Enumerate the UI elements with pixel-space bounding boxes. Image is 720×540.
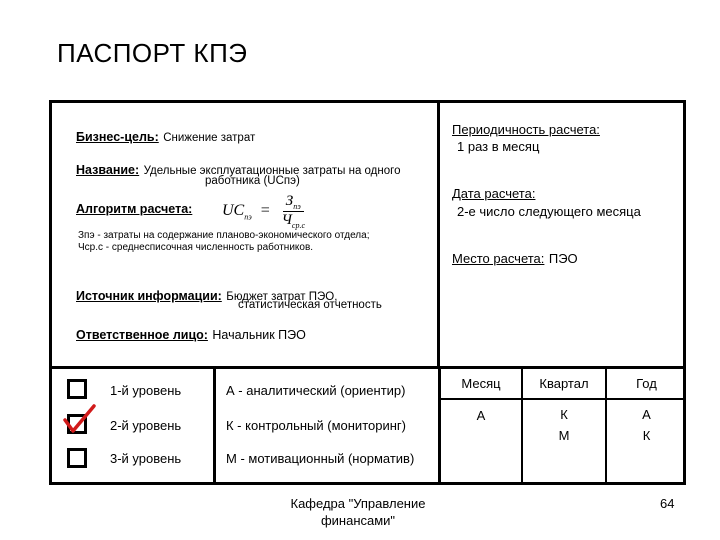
algorithm-note-line1: Зпэ - затраты на содержание планово-экономического отдела; xyxy=(78,230,370,241)
business-goal xyxy=(76,128,255,146)
period-year-value-2: К xyxy=(642,428,651,443)
period-header-quarter: Квартал xyxy=(539,376,589,391)
period-year-value-1: А xyxy=(642,407,651,422)
level-3-label: 3-й уровень xyxy=(110,451,182,466)
formula-num: З xyxy=(285,193,294,209)
level-type-motivation: М - мотивационный (норматив) xyxy=(226,451,415,466)
kpi-name-value-line1: Удельные эксплуатационные затраты на одного xyxy=(143,165,401,177)
check-mark-icon xyxy=(60,400,100,440)
period-month-value: А xyxy=(476,408,486,423)
calc-place xyxy=(452,250,578,268)
info-source-value-line1: Бюджет затрат ПЭО, xyxy=(226,291,338,303)
formula-fraction xyxy=(279,193,308,230)
algorithm-note-line2: Чср.с - среднесписочная численность работников. xyxy=(78,242,314,253)
calc-date-value: 2-е число следующего месяца xyxy=(457,204,641,219)
kpi-name-value-line2: работника (UCпэ) xyxy=(205,175,300,187)
formula-num-sub: пэ xyxy=(293,202,301,211)
footer-line1: Кафедра "Управление xyxy=(290,496,426,511)
calc-place-value: ПЭО xyxy=(548,251,578,266)
page-title: ПАСПОРТ КПЭ xyxy=(57,38,248,68)
formula-lhs: UC xyxy=(222,202,245,220)
business-goal-value: Снижение затрат xyxy=(163,132,256,144)
divider-vertical-top xyxy=(437,100,440,368)
formula-lhs-sub: пэ xyxy=(244,212,252,222)
kpi-name-label: Название: xyxy=(76,163,140,177)
period-header-year: Год xyxy=(636,376,657,391)
level-1-label: 1-й уровень xyxy=(110,383,182,398)
divider-vertical-levels xyxy=(213,366,216,485)
period-header-month: Месяц xyxy=(461,376,501,391)
level-2-label: 2-й уровень xyxy=(110,418,182,433)
calc-date-label: Дата расчета: xyxy=(452,186,536,201)
level-1-checkbox[interactable] xyxy=(67,379,87,399)
info-source-label: Источник информации: xyxy=(76,289,222,303)
periodicity-label: Периодичность расчета: xyxy=(452,122,600,137)
period-quarter-value-1: К xyxy=(560,407,568,422)
formula-eq: = xyxy=(259,202,271,220)
algorithm-formula xyxy=(222,193,308,230)
formula-den-sub: ср.с xyxy=(291,221,306,230)
periods-header-line xyxy=(440,398,686,400)
period-quarter-value-2: М xyxy=(558,428,570,443)
periodicity-value: 1 раз в месяц xyxy=(457,139,540,154)
responsible-label: Ответственное лицо: xyxy=(76,328,208,342)
formula-den: Ч xyxy=(281,212,292,228)
level-3-checkbox[interactable] xyxy=(67,448,87,468)
level-type-control: К - контрольный (мониторинг) xyxy=(226,418,406,433)
calc-place-label: Место расчета: xyxy=(452,251,545,266)
level-type-analytic: А - аналитический (ориентир) xyxy=(226,383,406,398)
responsible xyxy=(76,326,306,344)
responsible-value: Начальник ПЭО xyxy=(212,328,306,342)
algorithm-label: Алгоритм расчета: xyxy=(76,202,193,216)
footer-line2: финансами" xyxy=(320,513,396,528)
footer-department xyxy=(258,495,458,529)
algorithm xyxy=(76,200,192,218)
divider-horizontal xyxy=(49,366,686,369)
page-number: 64 xyxy=(660,496,675,511)
business-goal-label: Бизнес-цель: xyxy=(76,130,159,144)
info-source-value-line2: статистическая отчетность xyxy=(238,299,382,311)
